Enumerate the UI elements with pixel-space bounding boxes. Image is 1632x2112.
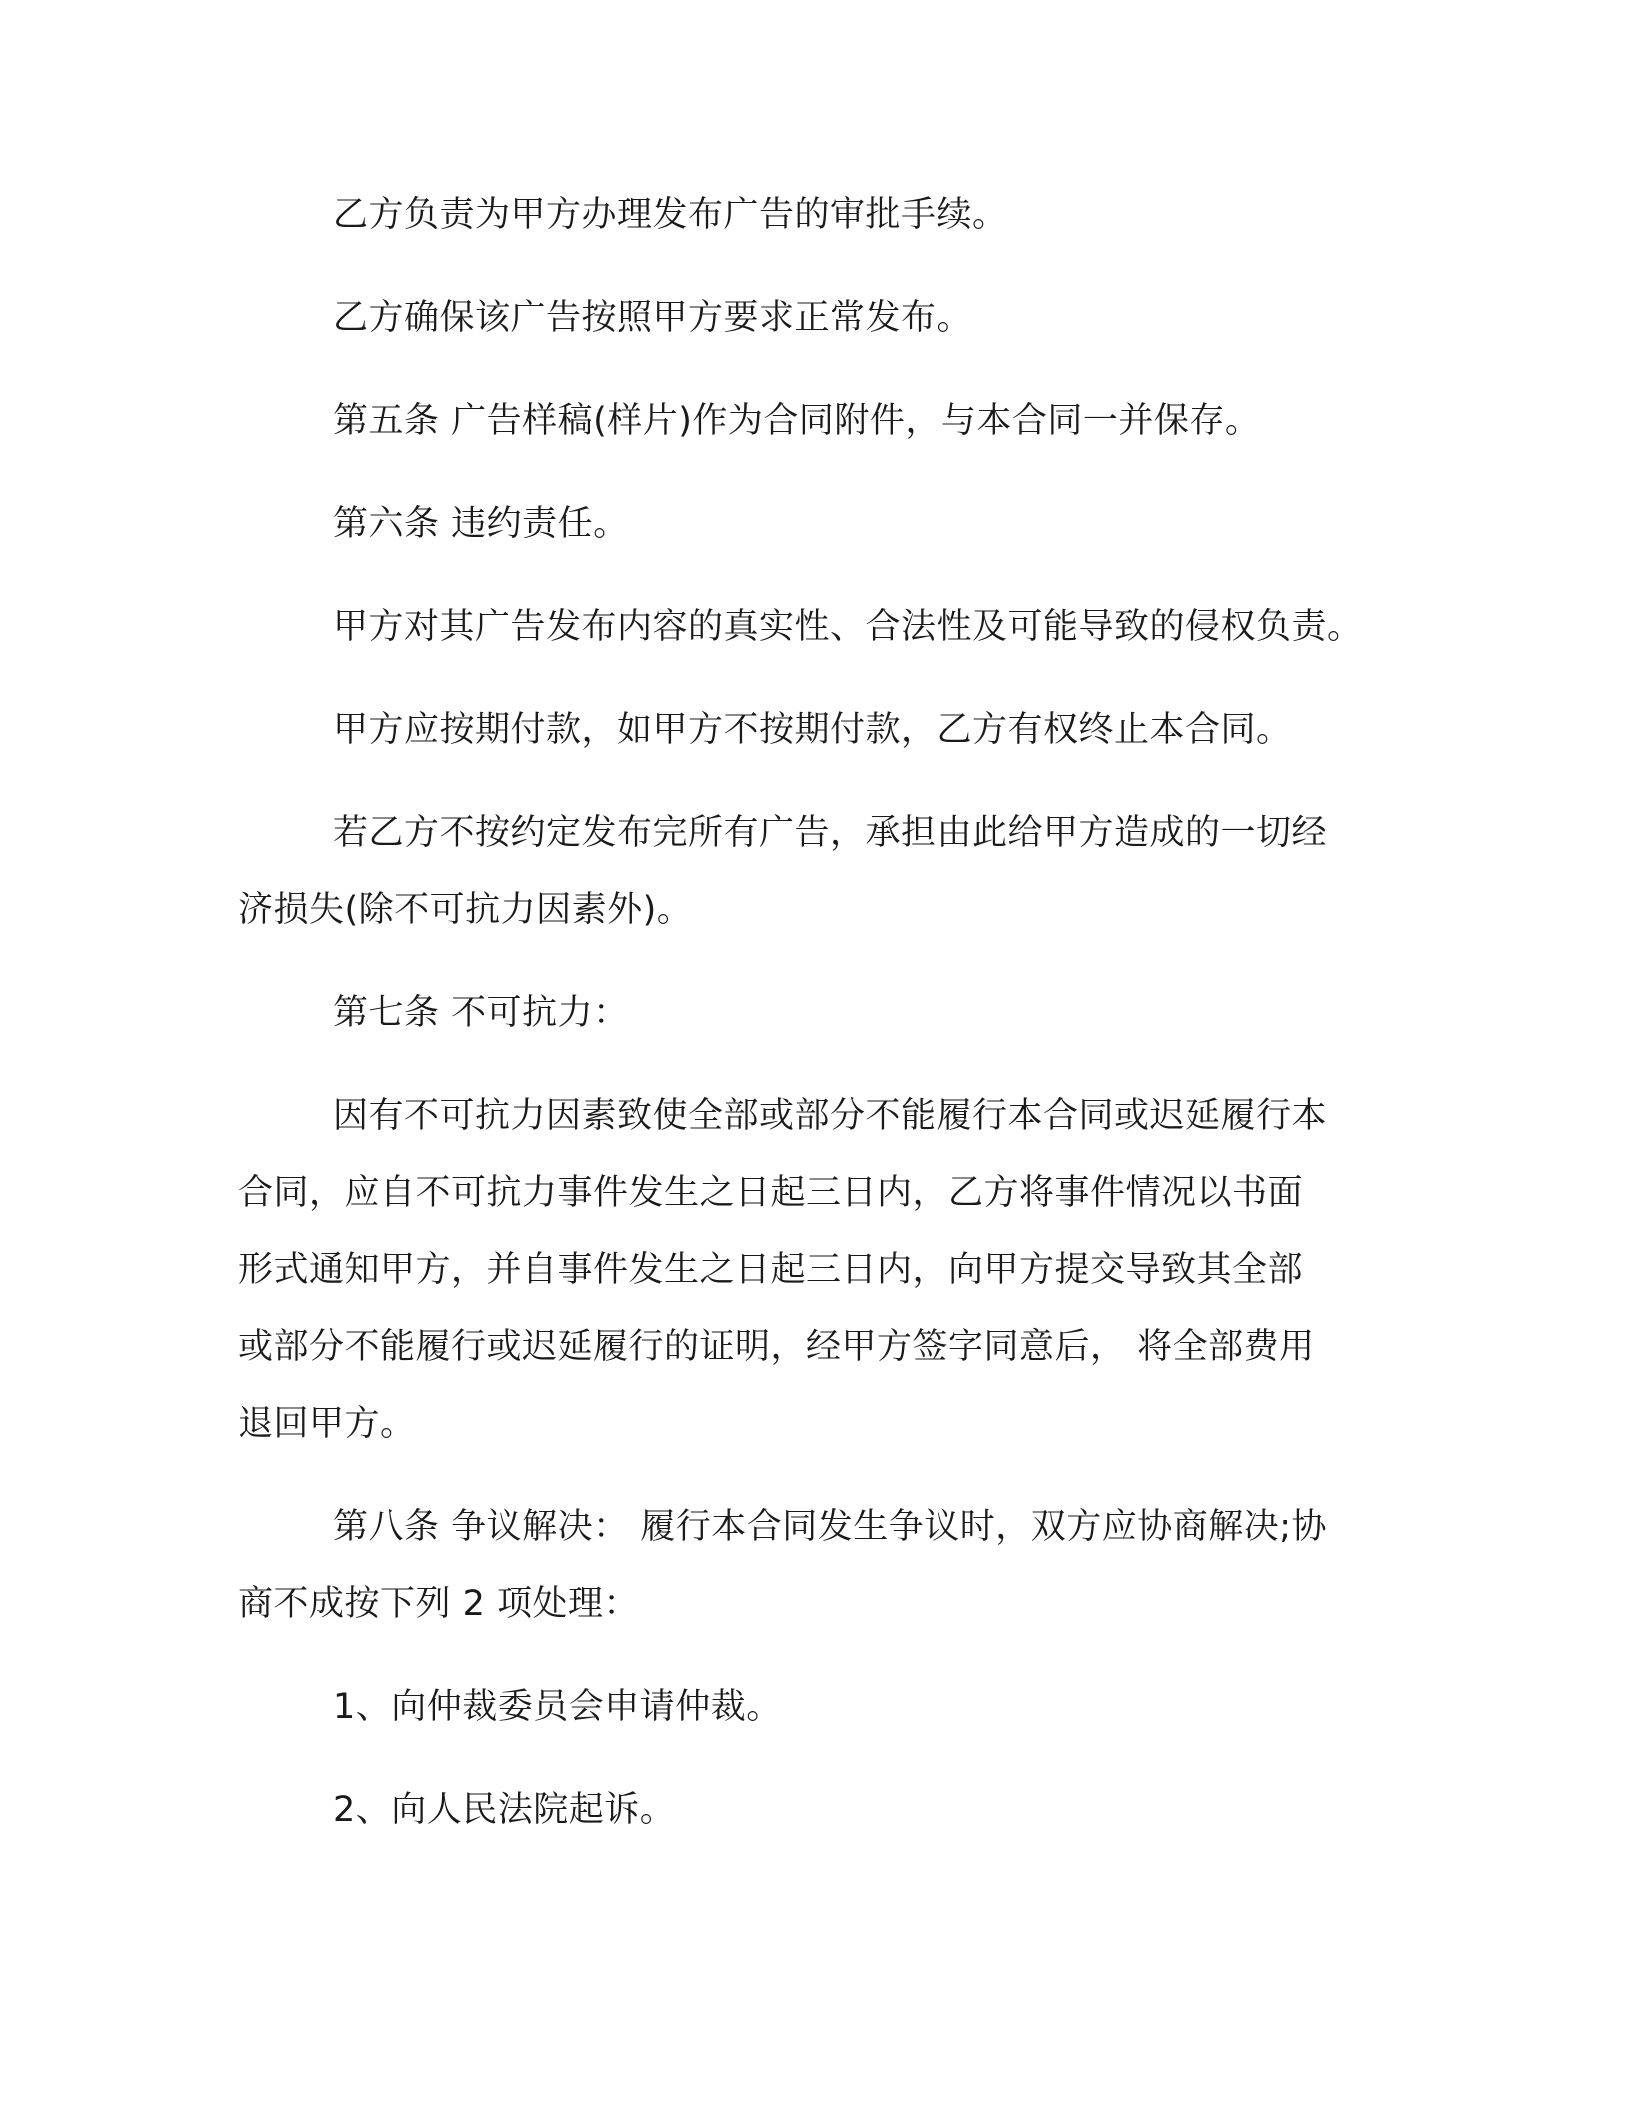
paragraph-force-line5: 退回甲方。	[238, 1404, 416, 1444]
article-8-line2: 商不成按下列 2 项处理：	[238, 1584, 640, 1624]
article-6-heading: 第六条 违约责任。	[333, 504, 629, 544]
paragraph-approval: 乙方负责为甲方办理发布广告的审批手续。	[333, 195, 1008, 235]
paragraph-breach-line1: 若乙方不按约定发布完所有广告，承担由此给甲方造成的一切经	[333, 813, 1328, 853]
paragraph-payment: 甲方应按期付款，如甲方不按期付款，乙方有权终止本合同。	[333, 710, 1292, 750]
article-7-heading: 第七条 不可抗力：	[333, 993, 629, 1033]
paragraph-force-line4: 或部分不能履行或迟延履行的证明，经甲方签字同意后， 将全部费用	[238, 1327, 1315, 1367]
list-item-lawsuit: 2、向人民法院起诉。	[333, 1790, 676, 1830]
paragraph-breach-line2: 济损失(除不可抗力因素外)。	[238, 890, 693, 930]
list-item-arbitration: 1、向仲裁委员会申请仲裁。	[333, 1687, 782, 1727]
paragraph-force-line1: 因有不可抗力因素致使全部或部分不能履行本合同或迟延履行本	[333, 1096, 1328, 1136]
paragraph-content-liability: 甲方对其广告发布内容的真实性、合法性及可能导致的侵权负责。	[333, 607, 1363, 647]
paragraph-force-line3: 形式通知甲方，并自事件发生之日起三日内，向甲方提交导致其全部	[238, 1250, 1304, 1290]
paragraph-force-line2: 合同，应自不可抗力事件发生之日起三日内，乙方将事件情况以书面	[238, 1173, 1304, 1213]
article-8-line1: 第八条 争议解决： 履行本合同发生争议时，双方应协商解决;协	[333, 1507, 1328, 1547]
paragraph-publish-ensure: 乙方确保该广告按照甲方要求正常发布。	[333, 298, 973, 338]
article-5: 第五条 广告样稿(样片)作为合同附件，与本合同一并保存。	[333, 401, 1261, 441]
